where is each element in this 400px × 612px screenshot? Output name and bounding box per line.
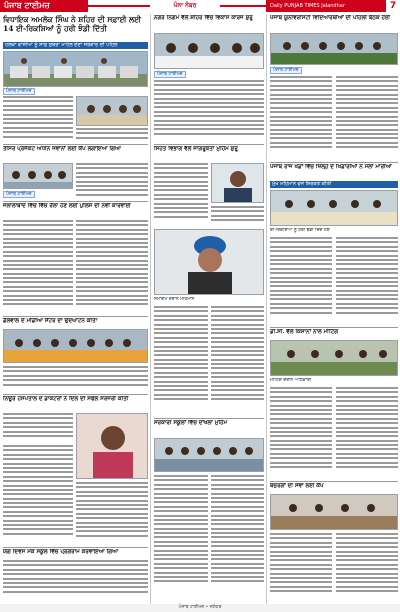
article-body <box>154 80 264 142</box>
section-divider <box>3 201 148 202</box>
masthead <box>0 0 400 12</box>
byline-badge: ਪੰਜਾਬ ਟਾਈਮਜ਼ <box>154 71 186 78</box>
byline-badge: ਪੰਜਾਬ ਟਾਈਮਜ਼ <box>3 191 35 198</box>
section-divider <box>3 316 148 317</box>
headline: ਯੋਗ ਦਿਵਸ ਮੌਕੇ ਸਕੂਲ ਵਿੱਚ ਪ੍ਰੋਗਰਾਮ ਕਰਵਾਇਆ ਗਿਆ <box>3 549 119 555</box>
headline: ਬਜ਼ੁਰਗਾਂ ਦੀ ਸੇਵਾ ਲਈ ਕੈਂਪ <box>270 483 324 489</box>
headline-main: ਵਿਧਾਇਕ ਅਮਲੋਕ ਸਿੰਘ ਨੇ ਸ਼ਹਿਰ ਦੀ ਸਫ਼ਾਈ ਲਈ 14 ਈ-ਰਿਕਸ਼ਿਆਂ ਨੂੰ ਹਰੀ ਝੰਡੀ ਦਿੱਤੀ <box>3 15 142 33</box>
section-divider <box>3 547 148 548</box>
headline: ਡੀ.ਸੀ. ਵੱਲੋਂ ਕਿਸਾਨਾਂ ਨਾਲ ਮੀਟਿੰਗ <box>270 329 339 335</box>
photo-event <box>77 97 148 126</box>
article-body <box>211 306 264 416</box>
headline: ਪੰਜਾਬ ਰਾਜ ਖੇਡਾਂ ਵਿੱਚ ਜ਼ਿਲ੍ਹੇ ਦੇ ਖਿਡਾਰੀਆਂ ਨੇ ਮੱਲਾਂ ਮਾਰੀਆਂ <box>270 164 392 170</box>
photo-students <box>4 330 148 363</box>
article-body <box>211 475 264 601</box>
article-body <box>3 366 148 392</box>
news-photo <box>154 33 264 69</box>
article-body <box>154 163 208 227</box>
news-photo <box>154 229 264 295</box>
section-divider <box>154 418 264 419</box>
news-photo <box>3 51 148 87</box>
article-body <box>3 96 73 142</box>
section-divider <box>3 144 148 145</box>
article-body <box>270 387 332 479</box>
news-photo <box>76 96 148 126</box>
subheadline: ਮੁੱਖ ਮਹਿਮਾਨ ਵਜੋਂ ਸ਼ਿਰਕਤ ਕੀਤੀ <box>270 181 398 188</box>
headline: ਨਿਊਰੋ ਹਸਪਤਾਲ ਦੇ ਡਾਕਟਰਾਂ ਨੇ ਦਿਲ ਦੀ ਸਫਲ ਸਰਜਰੀ ਕੀਤੀ <box>3 396 129 402</box>
article-body <box>336 533 398 601</box>
news-photo <box>76 413 148 479</box>
news-photo <box>270 340 398 376</box>
photo-camp <box>4 164 73 189</box>
photo-portrait <box>77 414 148 479</box>
byline-badge: ਪੰਜਾਬ ਟਾਈਮਜ਼ <box>270 67 302 74</box>
page-number: 7 <box>386 0 400 12</box>
article-body <box>3 413 73 443</box>
photo-university <box>271 34 398 65</box>
headline: ਸਿਹਤ ਵਿਭਾਗ ਵੱਲੋਂ ਜਾਗਰੂਕਤਾ ਮੁਹਿੰਮ ਸ਼ੁਰੂ <box>154 146 238 152</box>
photo-caption: ਈ-ਰਿਕਸ਼ਿਆਂ ਨੂੰ ਹਰੀ ਝੰਡੀ ਦਿੰਦੇ ਹੋਏ <box>270 228 330 233</box>
article-body <box>270 76 332 160</box>
section-divider <box>270 162 398 163</box>
article-body <box>270 237 332 325</box>
headline: ਸਰਕਾਰੀ ਸਕੂਲਾਂ ਵਿੱਚ ਦਾਖਲਾ ਮੁਹਿੰਮ <box>154 420 228 426</box>
headline: ਪੰਜਾਬ ਯੂਨੀਵਰਸਿਟੀ ਵਿਦਿਆਰਥੀਆਂ ਦੀ ਪਹਿਲੀ ਬੈਠਕ ਹੋਈ <box>270 15 391 21</box>
headline: ਤੀਸਰੇ ਪ੍ਰੋਜੈਕਟ ਅਧੀਨ ਜਵਾਨਾਂ ਲਈ ਕੈਂਪ ਲਗਾਇਆ ਗਿਆ <box>3 146 121 152</box>
headline: ਜਲਾਲਾਬਾਦ ਵਿੱਚ ਵਿੱਚ ਰੌਲਾ ਹੋਣ ਲਈ ਪੁਲਿਸ ਦੀ ਨਵੀਂ ਕਾਰਵਾਈ <box>3 203 131 209</box>
news-photo <box>3 163 73 189</box>
news-photo <box>211 163 264 203</box>
photo-meeting <box>155 34 264 69</box>
news-photo <box>154 438 264 472</box>
photo-camp-elderly <box>271 495 398 530</box>
article-body <box>336 76 398 160</box>
article-body <box>76 128 148 142</box>
section-divider <box>154 144 264 145</box>
column-divider <box>150 14 151 610</box>
subheadline: ਹਲਕਾ ਵਾਸੀਆਂ ਨੂੰ ਸਾਫ਼ ਸੁਥਰਾ ਮਾਹੌਲ ਦੇਣਾ ਸਰਕਾਰ ਦੀ ਪਹਿਲ <box>3 42 148 49</box>
section-divider <box>270 481 398 482</box>
photo-farmers <box>271 341 398 376</box>
column-divider <box>266 14 267 610</box>
article-body <box>76 482 148 544</box>
article-body <box>76 220 148 314</box>
headline: ਡੱਲੋਵਾਲ ਦੇ ਮੀਡੀਆ ਸੈਂਟਰ ਦਾ ਉਦਘਾਟਨ ਕੀਤਾ <box>3 318 98 324</box>
article-body <box>336 387 398 479</box>
article-body <box>270 533 332 601</box>
article-body <box>211 206 264 227</box>
photo-sports <box>271 191 398 226</box>
byline-badge: ਪੰਜਾਬ ਟਾਈਮਜ਼ <box>3 88 35 95</box>
article-body <box>3 220 73 314</box>
photo-erickshaws <box>4 52 148 87</box>
paper-name: Daily PUNJAB TIMES Jalandhar <box>266 0 386 12</box>
photo-group <box>155 439 264 472</box>
photo-caption: ਮੀਟਿੰਗ ਦੌਰਾਨ ਅਧਿਕਾਰੀ <box>270 378 312 383</box>
photo-turban-portrait <box>155 230 264 295</box>
news-photo <box>270 190 398 226</box>
article-body <box>336 237 398 325</box>
page-footer: ਪੰਜਾਬ ਟਾਈਮਜ਼ • ਜਲੰਧਰ <box>0 604 400 612</box>
news-photo <box>3 329 148 363</box>
article-body <box>3 445 73 545</box>
section-title: ਪੰਜਾਬ ਟਾਈਮਜ਼ <box>0 0 88 12</box>
photo-caption: ਸਮਾਗਮ ਦੌਰਾਨ ਮਹਿਮਾਨ <box>154 297 195 302</box>
news-photo <box>270 33 398 65</box>
section-divider <box>270 327 398 328</box>
article-body <box>3 560 148 602</box>
article-body <box>76 163 148 199</box>
article-body <box>154 475 208 601</box>
masthead-center-label: ਪੰਨਾ ਨੰਬਰ <box>150 0 220 12</box>
news-photo <box>270 494 398 530</box>
article-body <box>154 306 208 416</box>
photo-official <box>212 164 264 203</box>
headline: ਨਗਰ ਨਿਗਮ ਵੱਲੋਂ ਸ਼ਹਿਰ ਵਿੱਚ ਵਿਕਾਸ ਕਾਰਜ ਸ਼ੁਰੂ <box>154 15 253 21</box>
section-divider <box>3 394 148 395</box>
